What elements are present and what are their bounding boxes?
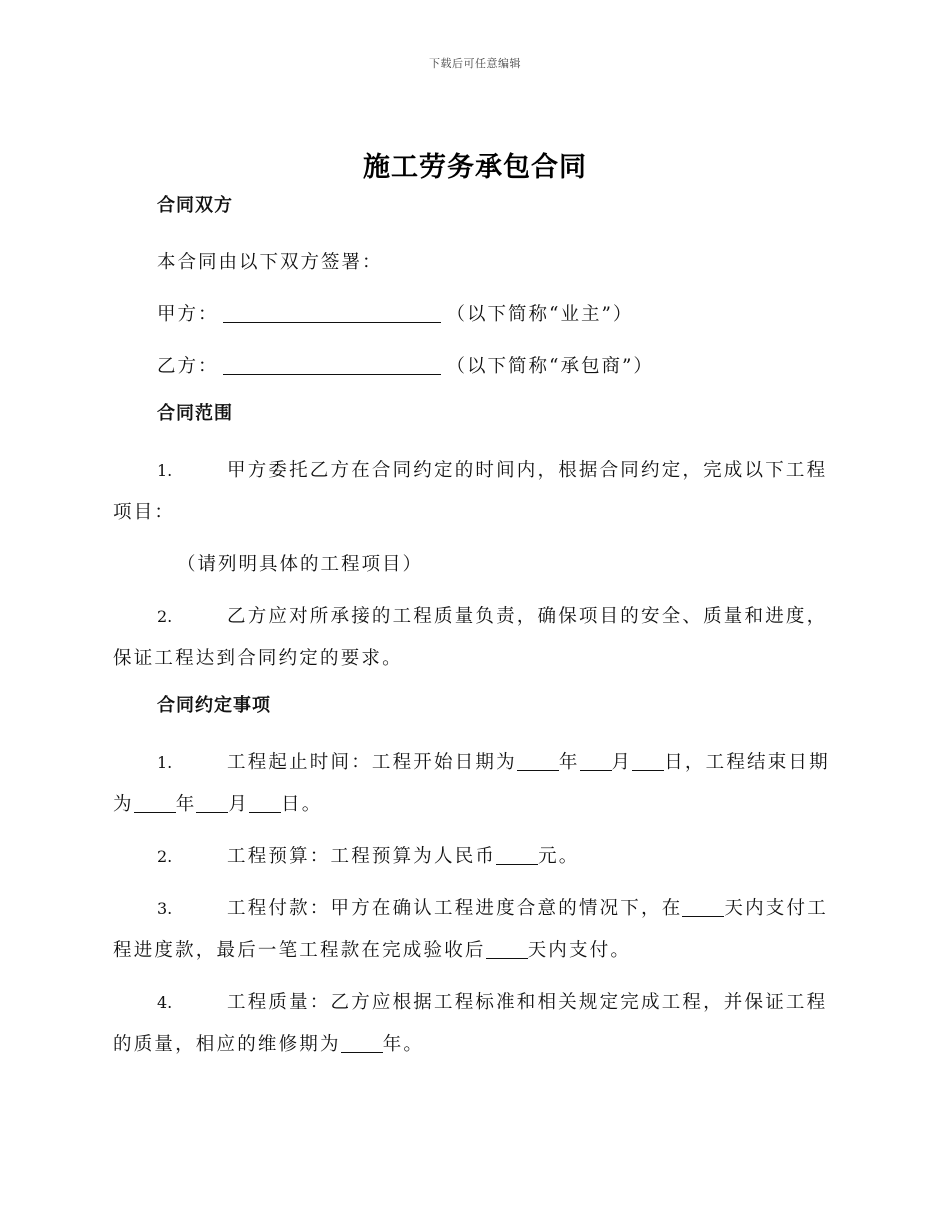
final-payment-days-blank <box>486 938 528 959</box>
start-day-blank <box>632 750 664 771</box>
terms-item-3 <box>113 888 833 972</box>
party-a-line <box>113 294 833 336</box>
scope-item-1 <box>113 450 833 534</box>
warranty-years-blank <box>341 1032 383 1053</box>
payment-text-b: 天内支付工程进度款，最后一笔工程款在完成验收后 <box>113 898 828 961</box>
document-title: 施工劳务承包合同 <box>363 152 587 183</box>
header-note: 下载后可任意编辑 <box>429 57 521 70</box>
end-day-blank <box>249 792 281 813</box>
end-month-unit: 月 <box>228 794 250 815</box>
end-year-blank <box>134 792 176 813</box>
party-b-line <box>113 346 833 388</box>
warranty-unit: 年。 <box>382 1034 425 1055</box>
section-heading-parties: 合同双方 <box>157 195 233 216</box>
start-month-unit: 月 <box>611 752 633 773</box>
scope-item-1-text: 甲方委托乙方在合同约定的时间内，根据合同约定，完成以下工程项目： <box>113 460 828 523</box>
document-body <box>113 190 833 1076</box>
project-placeholder: （请列明具体的工程项目） <box>177 554 424 575</box>
scope-item-2-number: 2. <box>157 607 173 626</box>
terms-item-4-number: 4. <box>157 993 173 1012</box>
terms-item-1-start-label: 工程起止时间：工程开始日期为 <box>227 752 517 773</box>
scope-item-2-text: 乙方应对所承接的工程质量负责，确保项目的安全、质量和进度，保证工程达到合同约定的要求。 <box>113 606 828 669</box>
party-a-label: 甲方： <box>157 304 219 325</box>
party-a-blank <box>223 302 441 323</box>
party-b-label: 乙方： <box>157 356 219 377</box>
section-heading-scope: 合同范围 <box>157 403 233 424</box>
terms-item-2 <box>113 836 833 878</box>
quality-text: 工程质量：乙方应根据工程标准和相关规定完成工程，并保证工程的质量，相应的维修期为 <box>113 992 828 1055</box>
party-a-suffix: （以下简称“业主”） <box>446 304 634 325</box>
payment-text-c: 天内支付。 <box>527 940 632 961</box>
section-heading-terms: 合同约定事项 <box>157 695 271 716</box>
end-day-unit: 日。 <box>281 794 323 815</box>
terms-item-1 <box>113 742 833 826</box>
budget-unit: 元。 <box>538 846 580 867</box>
end-date-label: 日，工程结束日期为 <box>113 752 830 815</box>
start-month-blank <box>580 750 612 771</box>
budget-label: 工程预算：工程预算为人民币 <box>227 846 497 867</box>
terms-item-1-number: 1. <box>157 753 173 772</box>
end-month-blank <box>196 792 228 813</box>
terms-item-4 <box>113 982 833 1066</box>
terms-item-2-number: 2. <box>157 847 173 866</box>
end-year-unit: 年 <box>175 794 197 815</box>
progress-payment-days-blank <box>682 896 724 917</box>
parties-intro: 本合同由以下双方签署： <box>157 252 383 273</box>
party-b-blank <box>223 354 441 375</box>
scope-item-2 <box>113 596 833 680</box>
budget-blank <box>496 844 538 865</box>
start-year-blank <box>517 750 559 771</box>
payment-text-a: 工程付款：甲方在确认工程进度合意的情况下，在 <box>227 898 683 919</box>
start-year-unit: 年 <box>558 752 580 773</box>
terms-item-3-number: 3. <box>157 899 173 918</box>
scope-item-1-number: 1. <box>157 461 173 480</box>
party-b-suffix: （以下简称“承包商”） <box>446 356 654 377</box>
